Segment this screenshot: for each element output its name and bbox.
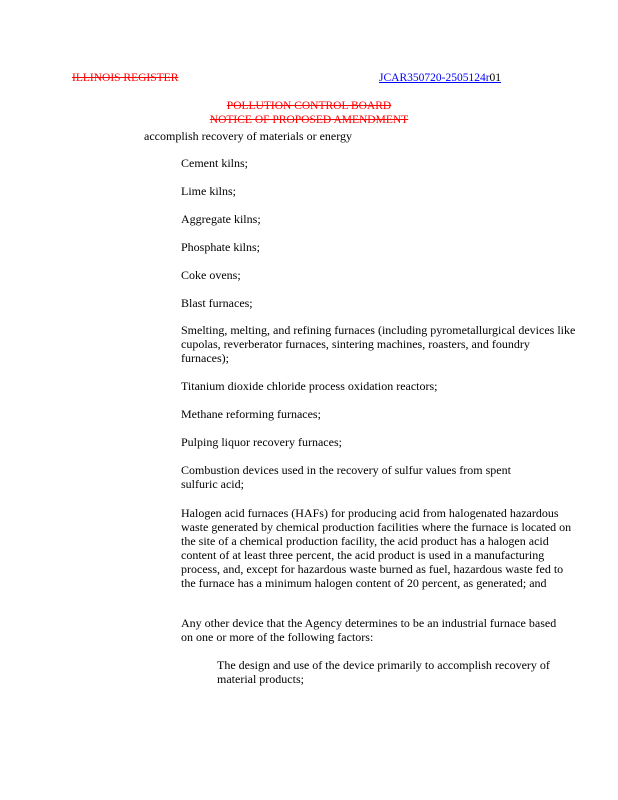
list-item: Aggregate kilns; [181,212,261,226]
list-item: Any other device that the Agency determines to be an industrial furnace based on one or more of the following factors: [181,616,557,644]
list-item: Blast furnaces; [181,296,253,310]
board-title: POLLUTION CONTROL BOARD [226,100,392,112]
sub-item: The design and use of the device primarily to accomplish recovery of material products; [217,658,550,686]
list-item: Phosphate kilns; [181,240,261,254]
jcar-code[interactable] [379,72,501,84]
jcar-code-text: JCAR350720-2505124r [379,72,490,84]
notice-title: NOTICE OF PROPOSED AMENDMENT [209,114,409,126]
list-item: Cement kilns; [181,156,248,170]
list-item: Lime kilns; [181,184,236,198]
list-item: Methane reforming furnaces; [181,407,321,421]
intro-text: accomplish recovery of materials or energy [144,129,353,143]
list-item: Combustion devices used in the recovery of sulfur values from spent sulfuric acid; [181,463,511,491]
list-item: Titanium dioxide chloride process oxidation reactors; [181,379,438,393]
list-item: Smelting, melting, and refining furnaces (including pyrometallurgical devices like cupolas, reverberator furnaces, sintering machines, roasters, and foundry furnaces); [181,323,576,365]
list-item: Halogen acid furnaces (HAFs) for producing acid from halogenated hazardous waste generated by chemical production facilities where the furnace is located on the site of a chemical production facility, the acid product has a halogen acid content of at least three percent, the acid product is used in a manufacturing process, and, except for hazardous waste burned as fuel, hazardous waste fed to the furnace has a minimum halogen content of 20 percent, as generated; and [181,506,572,590]
register-header: ILLINOIS REGISTER [72,72,179,84]
jcar-version: 01 [489,72,502,84]
list-item: Pulping liquor recovery furnaces; [181,435,342,449]
list-item: Coke ovens; [181,268,241,282]
